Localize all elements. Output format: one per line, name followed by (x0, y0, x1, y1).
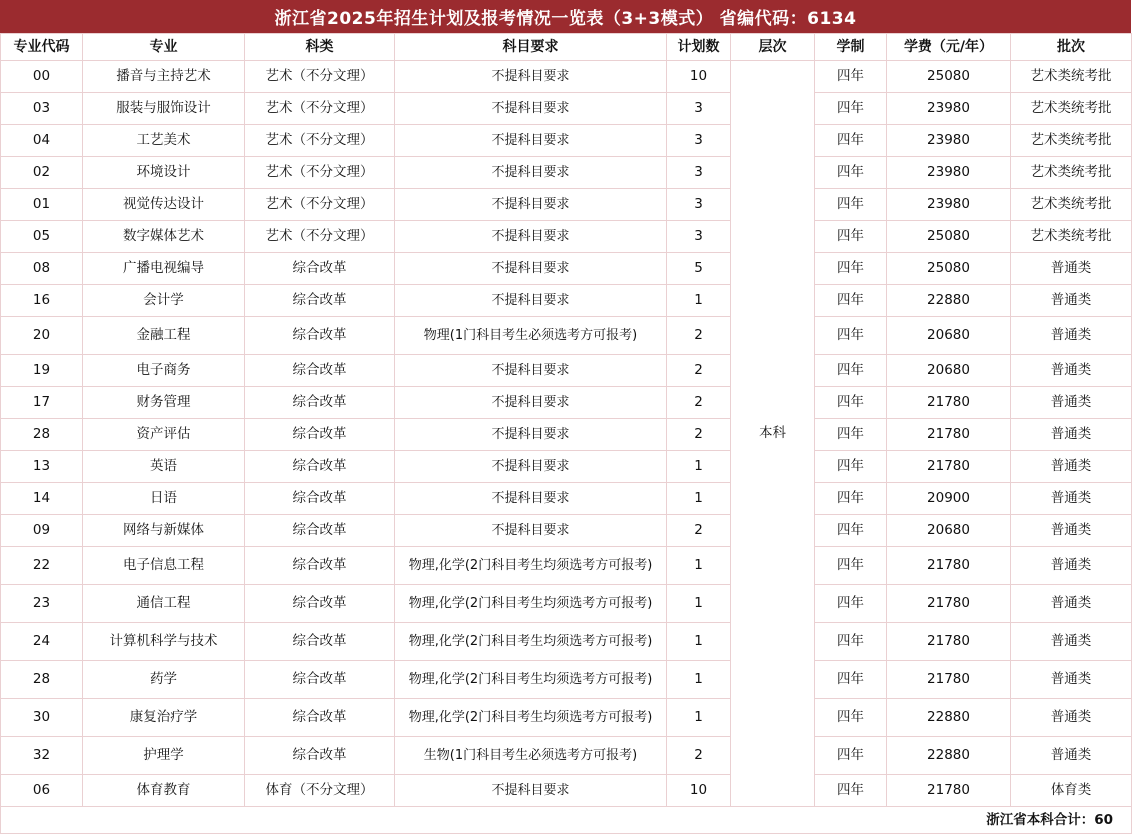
cell-code: 28 (1, 419, 83, 451)
cell-major: 数字媒体艺术 (83, 221, 245, 253)
cell-major: 体育教育 (83, 775, 245, 807)
cell-batch: 艺术类统考批 (1011, 61, 1132, 93)
table-row (1, 355, 1132, 387)
cell-code: 01 (1, 189, 83, 221)
cell-subject-requirement: 不提科目要求 (395, 483, 667, 515)
cell-code: 14 (1, 483, 83, 515)
cell-category: 艺术（不分文理） (245, 93, 395, 125)
table-row (1, 585, 1132, 623)
cell-duration: 四年 (815, 355, 887, 387)
cell-category: 综合改革 (245, 387, 395, 419)
cell-duration: 四年 (815, 483, 887, 515)
cell-plan-count: 2 (667, 737, 731, 775)
cell-subject-requirement: 生物(1门科目考生必须选考方可报考) (395, 737, 667, 775)
cell-major: 广播电视编导 (83, 253, 245, 285)
cell-plan-count: 2 (667, 419, 731, 451)
cell-duration: 四年 (815, 157, 887, 189)
cell-batch: 艺术类统考批 (1011, 157, 1132, 189)
cell-tuition: 23980 (887, 157, 1011, 189)
cell-code: 17 (1, 387, 83, 419)
cell-duration: 四年 (815, 189, 887, 221)
cell-subject-requirement: 不提科目要求 (395, 451, 667, 483)
table-title: 浙江省2025年招生计划及报考情况一览表（3+3模式） 省编代码：6134 (0, 0, 1131, 33)
table-row (1, 699, 1132, 737)
cell-tuition: 23980 (887, 125, 1011, 157)
cell-tuition: 21780 (887, 775, 1011, 807)
cell-plan-count: 1 (667, 699, 731, 737)
header-category: 科类 (245, 34, 395, 61)
cell-major: 财务管理 (83, 387, 245, 419)
cell-subject-requirement: 物理,化学(2门科目考生均须选考方可报考) (395, 585, 667, 623)
cell-plan-count: 2 (667, 355, 731, 387)
cell-code: 00 (1, 61, 83, 93)
header-row (1, 34, 1132, 61)
cell-subject-requirement: 不提科目要求 (395, 775, 667, 807)
table-row (1, 93, 1132, 125)
cell-plan-count: 1 (667, 285, 731, 317)
cell-batch: 艺术类统考批 (1011, 189, 1132, 221)
cell-level: 本科 (731, 61, 815, 807)
header-code: 专业代码 (1, 34, 83, 61)
table-row (1, 661, 1132, 699)
cell-batch: 艺术类统考批 (1011, 125, 1132, 157)
cell-duration: 四年 (815, 221, 887, 253)
cell-category: 综合改革 (245, 451, 395, 483)
cell-batch: 艺术类统考批 (1011, 221, 1132, 253)
cell-subject-requirement: 不提科目要求 (395, 419, 667, 451)
cell-code: 23 (1, 585, 83, 623)
cell-code: 03 (1, 93, 83, 125)
cell-category: 综合改革 (245, 317, 395, 355)
header-plan-count: 计划数 (667, 34, 731, 61)
cell-subject-requirement: 不提科目要求 (395, 157, 667, 189)
cell-code: 30 (1, 699, 83, 737)
cell-subject-requirement: 不提科目要求 (395, 355, 667, 387)
cell-code: 28 (1, 661, 83, 699)
cell-duration: 四年 (815, 451, 887, 483)
cell-major: 计算机科学与技术 (83, 623, 245, 661)
cell-code: 22 (1, 547, 83, 585)
cell-subject-requirement: 不提科目要求 (395, 189, 667, 221)
cell-tuition: 22880 (887, 737, 1011, 775)
cell-duration: 四年 (815, 253, 887, 285)
cell-plan-count: 1 (667, 661, 731, 699)
cell-tuition: 25080 (887, 253, 1011, 285)
enrollment-plan-table (0, 33, 1132, 834)
cell-tuition: 20680 (887, 355, 1011, 387)
cell-tuition: 25080 (887, 61, 1011, 93)
cell-subject-requirement: 物理,化学(2门科目考生均须选考方可报考) (395, 547, 667, 585)
cell-major: 护理学 (83, 737, 245, 775)
cell-duration: 四年 (815, 419, 887, 451)
cell-major: 网络与新媒体 (83, 515, 245, 547)
cell-plan-count: 2 (667, 317, 731, 355)
cell-batch: 普通类 (1011, 515, 1132, 547)
cell-category: 综合改革 (245, 661, 395, 699)
cell-batch: 普通类 (1011, 355, 1132, 387)
cell-subject-requirement: 物理,化学(2门科目考生均须选考方可报考) (395, 661, 667, 699)
cell-subject-requirement: 不提科目要求 (395, 253, 667, 285)
cell-subject-requirement: 不提科目要求 (395, 387, 667, 419)
cell-category: 综合改革 (245, 547, 395, 585)
header-batch: 批次 (1011, 34, 1132, 61)
cell-duration: 四年 (815, 775, 887, 807)
cell-code: 32 (1, 737, 83, 775)
cell-duration: 四年 (815, 125, 887, 157)
cell-category: 体育（不分文理） (245, 775, 395, 807)
cell-major: 会计学 (83, 285, 245, 317)
cell-major: 播音与主持艺术 (83, 61, 245, 93)
table-row (1, 253, 1132, 285)
cell-code: 04 (1, 125, 83, 157)
cell-category: 艺术（不分文理） (245, 221, 395, 253)
cell-plan-count: 1 (667, 585, 731, 623)
cell-plan-count: 3 (667, 221, 731, 253)
cell-batch: 普通类 (1011, 623, 1132, 661)
cell-category: 综合改革 (245, 419, 395, 451)
cell-subject-requirement: 不提科目要求 (395, 93, 667, 125)
cell-batch: 普通类 (1011, 585, 1132, 623)
cell-major: 日语 (83, 483, 245, 515)
cell-batch: 体育类 (1011, 775, 1132, 807)
cell-code: 24 (1, 623, 83, 661)
cell-batch: 普通类 (1011, 451, 1132, 483)
cell-batch: 普通类 (1011, 419, 1132, 451)
cell-tuition: 20680 (887, 317, 1011, 355)
table-row (1, 737, 1132, 775)
cell-batch: 普通类 (1011, 547, 1132, 585)
cell-tuition: 21780 (887, 661, 1011, 699)
cell-duration: 四年 (815, 317, 887, 355)
cell-code: 08 (1, 253, 83, 285)
header-level: 层次 (731, 34, 815, 61)
cell-duration: 四年 (815, 623, 887, 661)
cell-subject-requirement: 不提科目要求 (395, 221, 667, 253)
cell-duration: 四年 (815, 585, 887, 623)
cell-category: 综合改革 (245, 585, 395, 623)
cell-subject-requirement: 物理(1门科目考生必须选考方可报考) (395, 317, 667, 355)
table-row (1, 623, 1132, 661)
cell-plan-count: 5 (667, 253, 731, 285)
cell-plan-count: 1 (667, 547, 731, 585)
cell-tuition: 20680 (887, 515, 1011, 547)
table-row (1, 221, 1132, 253)
cell-tuition: 23980 (887, 93, 1011, 125)
cell-subject-requirement: 物理,化学(2门科目考生均须选考方可报考) (395, 699, 667, 737)
cell-batch: 艺术类统考批 (1011, 93, 1132, 125)
table-row (1, 189, 1132, 221)
cell-tuition: 21780 (887, 585, 1011, 623)
total-count: 浙江省本科合计：60 (1, 807, 1132, 834)
cell-major: 视觉传达设计 (83, 189, 245, 221)
table-row (1, 775, 1132, 807)
table-row (1, 317, 1132, 355)
cell-category: 综合改革 (245, 483, 395, 515)
header-duration: 学制 (815, 34, 887, 61)
cell-plan-count: 1 (667, 483, 731, 515)
header-tuition: 学费（元/年） (887, 34, 1011, 61)
cell-tuition: 22880 (887, 699, 1011, 737)
cell-plan-count: 1 (667, 623, 731, 661)
table-row (1, 387, 1132, 419)
cell-subject-requirement: 不提科目要求 (395, 61, 667, 93)
table-row (1, 157, 1132, 189)
cell-category: 综合改革 (245, 253, 395, 285)
cell-plan-count: 1 (667, 451, 731, 483)
cell-code: 20 (1, 317, 83, 355)
table-row (1, 547, 1132, 585)
cell-code: 16 (1, 285, 83, 317)
cell-plan-count: 2 (667, 387, 731, 419)
cell-batch: 普通类 (1011, 661, 1132, 699)
cell-tuition: 22880 (887, 285, 1011, 317)
cell-category: 综合改革 (245, 737, 395, 775)
cell-major: 金融工程 (83, 317, 245, 355)
cell-subject-requirement: 物理,化学(2门科目考生均须选考方可报考) (395, 623, 667, 661)
header-major: 专业 (83, 34, 245, 61)
cell-tuition: 23980 (887, 189, 1011, 221)
cell-duration: 四年 (815, 737, 887, 775)
cell-major: 环境设计 (83, 157, 245, 189)
cell-batch: 普通类 (1011, 317, 1132, 355)
total-row (1, 807, 1132, 834)
cell-code: 02 (1, 157, 83, 189)
cell-major: 资产评估 (83, 419, 245, 451)
cell-category: 艺术（不分文理） (245, 61, 395, 93)
cell-tuition: 21780 (887, 547, 1011, 585)
cell-plan-count: 3 (667, 125, 731, 157)
cell-batch: 普通类 (1011, 483, 1132, 515)
cell-plan-count: 3 (667, 157, 731, 189)
cell-duration: 四年 (815, 661, 887, 699)
cell-batch: 普通类 (1011, 253, 1132, 285)
cell-tuition: 21780 (887, 419, 1011, 451)
cell-tuition: 21780 (887, 451, 1011, 483)
cell-category: 综合改革 (245, 285, 395, 317)
table-row (1, 419, 1132, 451)
cell-duration: 四年 (815, 547, 887, 585)
cell-category: 综合改革 (245, 623, 395, 661)
cell-code: 13 (1, 451, 83, 483)
cell-code: 06 (1, 775, 83, 807)
cell-major: 工艺美术 (83, 125, 245, 157)
cell-category: 艺术（不分文理） (245, 157, 395, 189)
cell-duration: 四年 (815, 285, 887, 317)
table-row (1, 61, 1132, 93)
table-row (1, 483, 1132, 515)
cell-duration: 四年 (815, 699, 887, 737)
cell-major: 电子商务 (83, 355, 245, 387)
cell-major: 电子信息工程 (83, 547, 245, 585)
cell-tuition: 20900 (887, 483, 1011, 515)
cell-plan-count: 3 (667, 93, 731, 125)
cell-duration: 四年 (815, 61, 887, 93)
cell-code: 19 (1, 355, 83, 387)
header-subject-requirement: 科目要求 (395, 34, 667, 61)
cell-tuition: 21780 (887, 387, 1011, 419)
cell-subject-requirement: 不提科目要求 (395, 285, 667, 317)
cell-duration: 四年 (815, 387, 887, 419)
cell-plan-count: 10 (667, 775, 731, 807)
cell-major: 英语 (83, 451, 245, 483)
cell-major: 通信工程 (83, 585, 245, 623)
cell-category: 艺术（不分文理） (245, 189, 395, 221)
table-row (1, 285, 1132, 317)
table-row (1, 451, 1132, 483)
cell-category: 综合改革 (245, 515, 395, 547)
cell-plan-count: 10 (667, 61, 731, 93)
table-row (1, 515, 1132, 547)
cell-code: 05 (1, 221, 83, 253)
cell-batch: 普通类 (1011, 737, 1132, 775)
cell-plan-count: 2 (667, 515, 731, 547)
cell-category: 艺术（不分文理） (245, 125, 395, 157)
cell-batch: 普通类 (1011, 285, 1132, 317)
cell-batch: 普通类 (1011, 387, 1132, 419)
cell-category: 综合改革 (245, 699, 395, 737)
cell-major: 康复治疗学 (83, 699, 245, 737)
cell-major: 药学 (83, 661, 245, 699)
cell-subject-requirement: 不提科目要求 (395, 125, 667, 157)
cell-subject-requirement: 不提科目要求 (395, 515, 667, 547)
cell-batch: 普通类 (1011, 699, 1132, 737)
cell-plan-count: 3 (667, 189, 731, 221)
cell-tuition: 21780 (887, 623, 1011, 661)
cell-duration: 四年 (815, 515, 887, 547)
cell-tuition: 25080 (887, 221, 1011, 253)
cell-major: 服装与服饰设计 (83, 93, 245, 125)
table-row (1, 125, 1132, 157)
cell-code: 09 (1, 515, 83, 547)
cell-category: 综合改革 (245, 355, 395, 387)
cell-duration: 四年 (815, 93, 887, 125)
